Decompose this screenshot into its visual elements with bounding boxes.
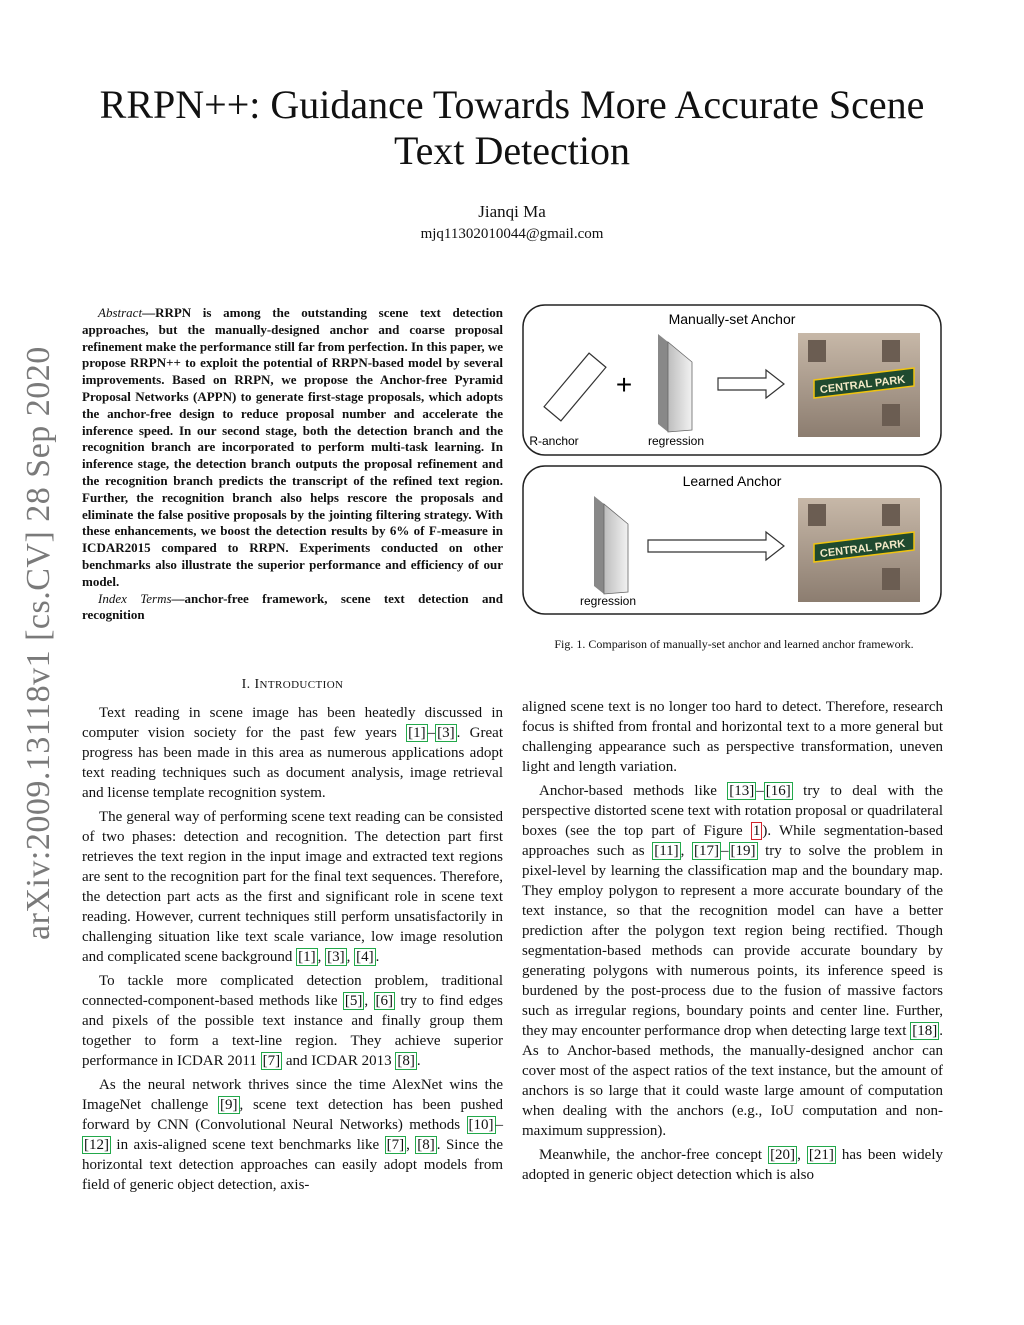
arrow-top <box>718 370 784 398</box>
citation-link[interactable]: [5] <box>344 993 363 1009</box>
regression-label-bottom: regression <box>579 594 637 608</box>
citation-link[interactable]: [8] <box>397 1053 415 1069</box>
citation-link[interactable]: [21] <box>808 1147 834 1163</box>
regression-slab-top-face <box>668 342 692 432</box>
regression-slab-bottom-face <box>604 504 628 594</box>
window-top-1 <box>808 340 826 362</box>
sign-text-bottom: CENTRAL PARK <box>819 537 906 561</box>
citation-link[interactable]: [17] <box>694 843 719 859</box>
citation-link[interactable]: [20] <box>770 1147 796 1163</box>
window-bottom-3 <box>882 568 900 590</box>
window-bottom-1 <box>808 504 826 526</box>
citation-link[interactable]: [9] <box>220 1097 238 1113</box>
index-terms-lead: Index Terms <box>98 590 172 606</box>
citation-link[interactable]: [11] <box>654 843 679 859</box>
figure-caption: Fig. 1. Comparison of manually-set anchor and learned anchor framework. <box>554 637 914 651</box>
intro-paragraph-3: To tackle more complicated detection problem, traditional connected-component-based methods like [5] , [6] try to find edges and pixels of the possible text instance and finally group them together to form a text-line region. They achieve superior performance in ICDAR 2011 [7] and ICDAR 2013 [8] . <box>82 973 503 1069</box>
right-paragraph-3: Meanwhile, the anchor-free concept [20] , [21] has been widely adopted in generic object detection which is also <box>522 1147 943 1183</box>
citation-link[interactable]: [7] <box>386 1137 405 1153</box>
top-panel-label: Manually-set Anchor <box>668 311 796 327</box>
right-column-body <box>522 697 943 1189</box>
index-terms-text: —anchor-free framework, scene text detection and recognition <box>82 590 503 623</box>
citation-link[interactable]: [1] <box>408 725 426 741</box>
abstract-text: —RRPN is among the outstanding scene text detection approaches, but the manually-designed anchor and coarse proposal refinement make the performance still far from perfection. In this paper, we propose RRPN++ to exploit the potential of RRPN-based model by several improvements. Based on RRPN, we propose the Anchor-free Pyramid Proposal Networks (APPN) to generate first-stage proposals, which adopts the anchor-free design to reduce proposal number and accelerate the inference speed. In our second stage, both the detection branch and the recognition branch are incorporated to perform multi-task learning. In inference stage, the detection branch outputs the proposal refinement and the recognition branch predicts the transcript of the refined text region. Further, the recognition branch also helps rescore the proposals and eliminate the false positive proposals by the jointing filtering strategy. With these enhancements, we boost the detection results by 6% of F-measure in ICDAR2015 compared to RRPN. Experiments conducted on other benchmarks also illustrate the superior performance and efficiency of our model. <box>82 305 503 589</box>
intro-paragraph-1: Text reading in scene image has been heatedly discussed in computer vision society for the past few years [1] – [3] . Great progress has been made in this area as numerous applications adopt text reading techniques such as document analysis, image retrieval and license template recognition system. <box>82 705 503 801</box>
author-email: mjq11302010044@gmail.com <box>420 226 604 242</box>
title-line-1: RRPN++: Guidance Towards More Accurate Scene <box>99 82 925 127</box>
citation-link[interactable]: [10] <box>468 1117 494 1133</box>
window-top-2 <box>882 340 900 362</box>
title-line-2: Text Detection <box>394 128 630 173</box>
abstract <box>82 305 503 624</box>
citation-link[interactable]: [3] <box>327 949 345 965</box>
right-paragraph-1: aligned scene text is no longer too hard to detect. Therefore, research focus is shifted from frontal and horizontal text to a more general but challenging appearance such as perspective transformation, uneven light and length variation. <box>522 699 943 775</box>
introduction-body <box>82 703 503 1199</box>
citation-link[interactable]: [7] <box>262 1053 281 1069</box>
citation-link[interactable]: [6] <box>375 993 394 1009</box>
intro-paragraph-4: As the neural network thrives since the time AlexNet wins the ImageNet challenge [9] , scene text detection has been pushed forward by CNN (Convolutional Neural Networks) methods [10] –[12] in axis-aligned scene text benchmarks like [7] , [8] . Since the horizontal text detection approaches can easily adopt models from field of generic object detection, axis- <box>82 1077 504 1193</box>
paper-title <box>80 82 944 174</box>
window-top-3 <box>882 404 900 426</box>
regression-slab-bottom <box>594 496 604 594</box>
abstract-lead: Abstract <box>98 305 143 320</box>
arrow-bottom <box>648 532 784 560</box>
citation-link[interactable]: [13] <box>729 783 755 799</box>
window-bottom-2 <box>882 504 900 526</box>
right-paragraph-2: Anchor-based methods like [13] – [16] try to deal with the perspective distorted scene text with rotation proposal or quadrilateral boxes (see the top part of Figure 1 ). While segmentation-based approaches such as [11] , [17] – [19] try to solve the problem in pixel-level by learning the classification map and the boundary map. They employ polygon to represent a more accurate boundary of the text instance, so that the recognition model can have a better prediction after the polygon text region being rectified. Though segmentation-based methods can provide accurate boundary by generating polygons with numerous points, its inference speed is burdened by the post-process due to the fusion of massive factors such as irregular regions, boundary points and center line. Further, they may encounter performance drop when detecting large text [18] . As to Anchor-based methods, the manually-designed anchor can cover most of the aspect ratios of the text instance, but the amount of anchors is so large that it could waste large amount of computation when dealing with the anchors (e.g., IoU computation and non-maximum suppression). <box>522 783 943 1139</box>
citation-link[interactable]: [12] <box>84 1137 109 1153</box>
citation-link[interactable]: [3] <box>437 725 455 741</box>
bottom-panel-label: Learned Anchor <box>682 473 782 489</box>
citation-link[interactable]: [19] <box>730 843 756 859</box>
citation-link[interactable]: [16] <box>765 783 791 799</box>
section-heading-introduction: I. INTRODUCTION <box>241 677 344 692</box>
regression-slab-top <box>658 334 668 432</box>
intro-paragraph-2: The general way of performing scene text reading can be consisted of two phases: detection and recognition. The detection part first retrieves the text region in the input image and extracted text regions are sent to the recognition part for the final text sequences. Therefore, the detection part acts as the first and significant role in scene text reading. However, current techniques still perform unsatisfactorily in challenging situation like text scale variance, low image resolution and complicated scene background [1] , [3] , [4] . <box>82 809 503 965</box>
plus-sign: + <box>615 369 633 400</box>
sign-text-top: CENTRAL PARK <box>819 373 906 397</box>
figure-link[interactable]: 1 <box>752 823 761 839</box>
figure-1 <box>522 304 943 616</box>
arxiv-stamp: arXiv:2009.13118v1 [cs.CV] 28 Sep 2020 <box>20 346 57 940</box>
citation-link[interactable]: [4] <box>356 949 374 965</box>
citation-link[interactable]: [18] <box>912 1023 938 1039</box>
r-anchor-shape <box>544 353 606 421</box>
regression-label-top: regression <box>647 434 705 448</box>
r-anchor-label: R-anchor <box>529 434 579 448</box>
citation-link[interactable]: [8] <box>417 1137 435 1153</box>
citation-link[interactable]: [1] <box>298 949 316 965</box>
author-name: Jianqi Ma <box>478 202 546 221</box>
